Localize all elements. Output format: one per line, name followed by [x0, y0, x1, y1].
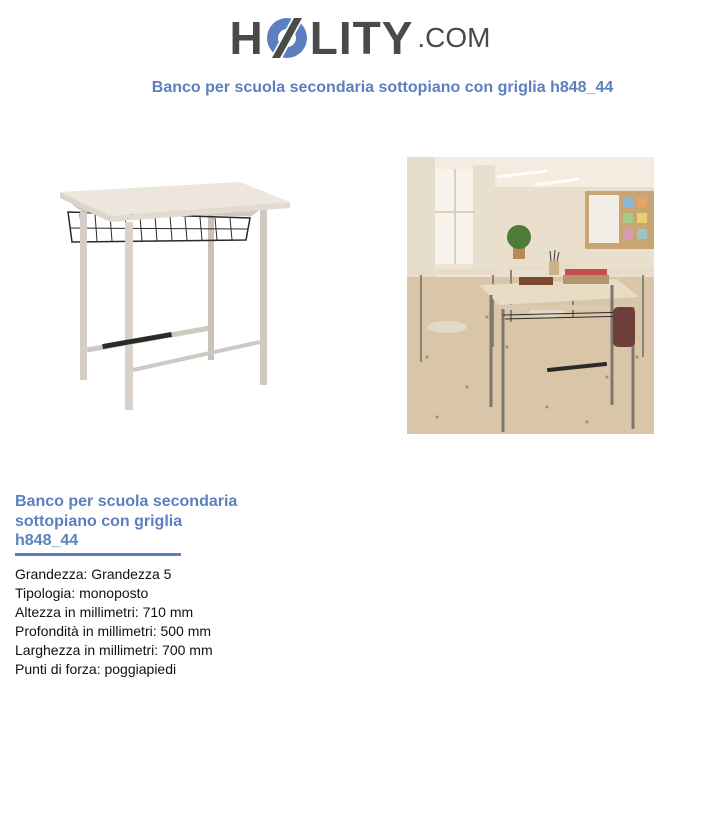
logo-text-prefix: H [229, 12, 264, 64]
product-title: Banco per scuola secondaria sottopiano con griglia h848_44 [15, 493, 238, 549]
site-logo[interactable] [0, 10, 720, 66]
spec-item-strengths: Punti di forza: poggiapiedi [15, 661, 177, 677]
page-title: Banco per scuola secondaria sottopiano con griglia h848_44 [151, 79, 614, 96]
logo-o-icon [265, 16, 309, 60]
spec-item-size: Grandezza: Grandezza 5 [15, 566, 172, 582]
spec-item-height: Altezza in millimetri: 710 mm [15, 604, 194, 620]
spec-item-type: Tipologia: monoposto [15, 585, 149, 601]
spec-item-width: Larghezza in millimetri: 700 mm [15, 642, 213, 658]
product-image-desk [50, 170, 300, 420]
title-divider [15, 553, 181, 556]
spec-item-depth: Profondità in millimetri: 500 mm [15, 623, 212, 639]
logo-domain: .COM [417, 22, 491, 53]
product-image-classroom [407, 157, 654, 434]
logo-text-suffix: LITY [309, 12, 414, 64]
spec-list [15, 565, 213, 679]
